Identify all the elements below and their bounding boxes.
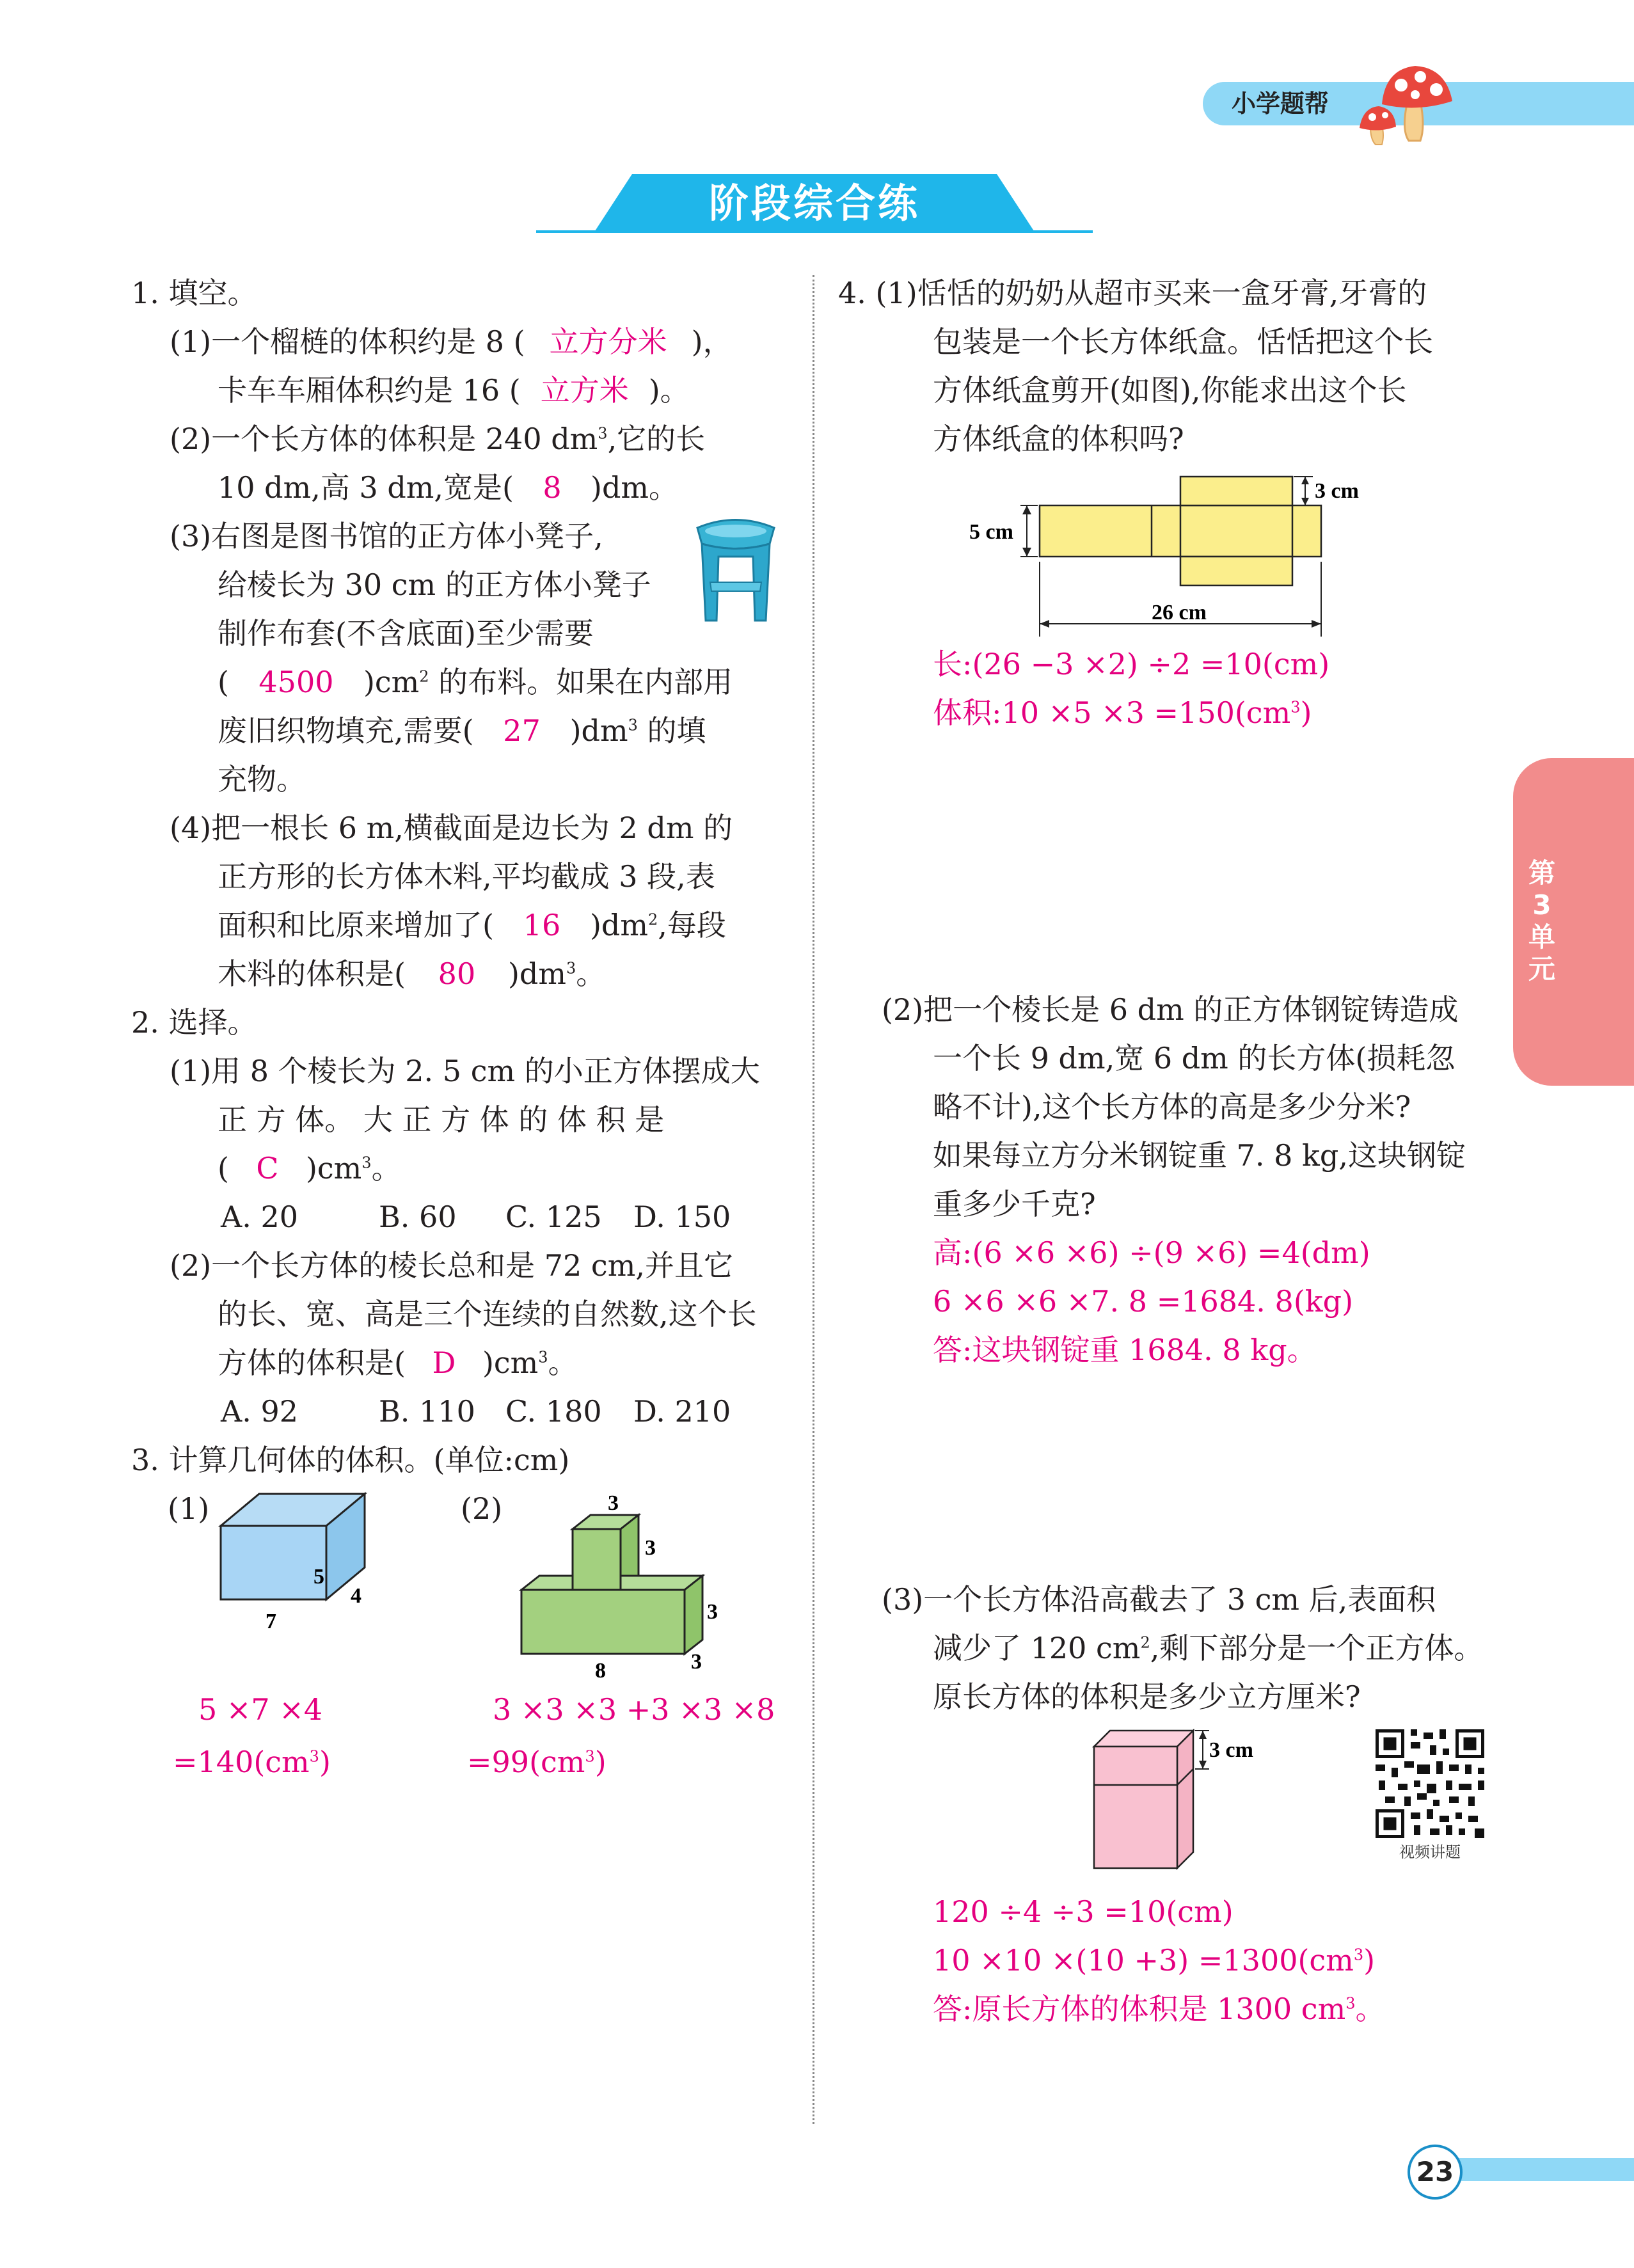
answer-blank: 4500 bbox=[258, 665, 334, 699]
q4-1-line4: 方体纸盒的体积吗? bbox=[933, 422, 1184, 456]
answer-blank: D bbox=[432, 1345, 456, 1380]
q4-2-line3: 略不计),这个长方体的高是多少分米? bbox=[933, 1090, 1411, 1124]
q2-1-line1: (1)用 8 个棱长为 2. 5 cm 的小正方体摆成大 bbox=[170, 1054, 760, 1088]
q2-1-line2: 正 方 体。 大 正 方 体 的 体 积 是 bbox=[218, 1102, 665, 1137]
answer-blank: 80 bbox=[438, 956, 476, 991]
q1-3-line6: 充物。 bbox=[218, 762, 306, 797]
net-length-label: 26 cm bbox=[1152, 601, 1207, 624]
q1-title: 1. 填空。 bbox=[131, 276, 257, 310]
q4-3-answer-line2: $10 \times 10 \times(10 +3) =1300(cm^3)$ bbox=[933, 1943, 1376, 1978]
q2-1-option-b: B. 60 bbox=[379, 1200, 457, 1234]
q2-2-option-b: B. 110 bbox=[379, 1394, 475, 1429]
q2-2-line3: 方体的体积是( D )$cm^3$。 bbox=[218, 1338, 578, 1387]
q1-3-line4: ( 4500 )$cm^2$ 的布料。如果在内部用 bbox=[218, 658, 733, 706]
fig2-top-width-label: 3 bbox=[608, 1491, 619, 1515]
q1-1-line2: 卡车车厢体积约是 16 ( 立方米 )。 bbox=[218, 366, 690, 415]
mushroom-icon bbox=[1356, 56, 1465, 146]
answer-blank: C bbox=[256, 1151, 279, 1186]
q1-2-line1: (2)一个长方体的体积是 240 $dm^3$,它的长 bbox=[170, 422, 706, 456]
q2-2-option-c: C. 180 bbox=[505, 1394, 602, 1429]
q3-2-label: (2) bbox=[461, 1491, 503, 1526]
q4-1-line1: 4. (1)恬恬的奶奶从超市买来一盒牙膏,牙膏的 bbox=[838, 276, 1427, 310]
q4-2-line4: 如果每立方分米钢锭重 7. 8 kg,这块钢锭 bbox=[933, 1138, 1466, 1173]
fig3-height-label: 3 cm bbox=[1209, 1738, 1253, 1762]
q2-2-line2: 的长、宽、高是三个连续的自然数,这个长 bbox=[218, 1297, 757, 1331]
q4-1-answer-line1: 长:(26 −3 ×2) ÷2 =10(cm) bbox=[933, 647, 1330, 681]
q4-1-line3: 方体纸盒剪开(如图),你能求出这个长 bbox=[933, 373, 1407, 408]
q3-2-answer-line2: $=99(cm^3)$ bbox=[467, 1745, 607, 1779]
q4-3-line1: (3)一个长方体沿高截去了 3 cm 后,表面积 bbox=[882, 1582, 1436, 1617]
cuboid-figure-1 bbox=[211, 1484, 390, 1638]
q4-3-answer-line1: 120 ÷4 ÷3 =10(cm) bbox=[933, 1894, 1233, 1929]
qr-code-icon[interactable] bbox=[1372, 1726, 1487, 1841]
q1-3-line2: 给棱长为 30 cm 的正方体小凳子 bbox=[218, 567, 651, 602]
q2-2-option-d: D. 210 bbox=[633, 1394, 731, 1429]
box-net-diagram bbox=[960, 467, 1382, 640]
q4-1-line2: 包装是一个长方体纸盒。恬恬把这个长 bbox=[933, 324, 1433, 359]
q4-2-answer-line3: 答:这块钢锭重 1684. 8 kg。 bbox=[933, 1333, 1317, 1367]
q2-1-option-d: D. 150 bbox=[633, 1200, 731, 1234]
brand-label: 小学题帮 bbox=[1232, 90, 1329, 118]
answer-blank: 8 bbox=[543, 470, 562, 505]
fig1-width-label: 7 bbox=[266, 1610, 276, 1633]
q1-4-line3: 面积和比原来增加了( 16 )$dm^2$,每段 bbox=[218, 901, 726, 949]
q2-1-option-a: A. 20 bbox=[221, 1200, 298, 1234]
q4-2-line1: (2)把一个棱长是 6 dm 的正方体钢锭铸造成 bbox=[882, 992, 1459, 1027]
q2-1-line3: ( C )$cm^3$。 bbox=[218, 1144, 401, 1193]
composite-figure-2 bbox=[512, 1484, 729, 1689]
answer-blank: 16 bbox=[523, 908, 561, 942]
unit-tab-label: 第3单元 bbox=[1528, 857, 1555, 985]
q4-3-answer-line3: 答:原长方体的体积是 1300 $cm^3$。 bbox=[933, 1992, 1385, 2026]
q3-1-answer-line2: $=140(cm^3)$ bbox=[173, 1745, 331, 1779]
fig1-depth-label: 4 bbox=[351, 1584, 361, 1608]
footer-band bbox=[1449, 2158, 1634, 2181]
stool-image bbox=[688, 512, 784, 627]
column-divider bbox=[813, 275, 814, 2124]
answer-blank: 27 bbox=[503, 713, 541, 748]
q1-3-line5: 废旧织物填充,需要( 27 )$dm^3$ 的填 bbox=[218, 706, 706, 755]
q1-4-line1: (4)把一根长 6 m,横截面是边长为 2 dm 的 bbox=[170, 811, 733, 845]
fig2-base-width-label: 8 bbox=[595, 1659, 606, 1683]
q1-4-line2: 正方形的长方体木料,平均截成 3 段,表 bbox=[218, 859, 715, 894]
q4-1-answer-line2: 体积:10 $\times 5 \times 3 =150(cm^3)$ bbox=[933, 695, 1312, 730]
pink-cuboid-figure bbox=[1081, 1721, 1286, 1881]
page-title: 阶段综合练 bbox=[708, 180, 920, 226]
page-number: 23 bbox=[1408, 2145, 1463, 2200]
q1-3-line3: 制作布套(不含底面)至少需要 bbox=[218, 616, 594, 651]
answer-blank: 立方分米 bbox=[549, 324, 667, 359]
q1-3-line1: (3)右图是图书馆的正方体小凳子, bbox=[170, 519, 603, 553]
qr-caption: 视频讲题 bbox=[1399, 1843, 1461, 1861]
q2-1-option-c: C. 125 bbox=[505, 1200, 602, 1234]
fig1-height-label: 5 bbox=[313, 1565, 324, 1589]
q4-2-line5: 重多少千克? bbox=[933, 1187, 1096, 1221]
q4-2-line2: 一个长 9 dm,宽 6 dm 的长方体(损耗忽 bbox=[933, 1041, 1456, 1075]
q3-1-answer-line1: 5 ×7 ×4 bbox=[198, 1692, 323, 1727]
q3-1-label: (1) bbox=[168, 1491, 210, 1526]
q3-title: 3. 计算几何体的体积。(单位:cm) bbox=[131, 1443, 570, 1477]
fig2-top-height-label: 3 bbox=[645, 1536, 656, 1560]
answer-blank: 立方米 bbox=[540, 373, 629, 408]
q3-2-answer-line1: 3 ×3 ×3 +3 ×3 ×8 bbox=[493, 1692, 775, 1727]
q1-1-line1: (1)一个榴梿的体积约是 8 ( 立方分米 )， bbox=[170, 317, 733, 366]
q1-4-line4: 木料的体积是( 80 )$dm^3$。 bbox=[218, 949, 605, 998]
q2-title: 2. 选择。 bbox=[131, 1005, 257, 1040]
net-width-label: 5 cm bbox=[969, 520, 1013, 544]
fig2-base-depth-label: 3 bbox=[691, 1650, 702, 1674]
net-height-label: 3 cm bbox=[1315, 479, 1359, 503]
q4-3-line3: 原长方体的体积是多少立方厘米? bbox=[933, 1679, 1361, 1714]
fig2-base-height-label: 3 bbox=[707, 1600, 718, 1624]
q2-2-line1: (2)一个长方体的棱长总和是 72 cm,并且它 bbox=[170, 1248, 733, 1283]
q4-2-answer-line2: 6 ×6 ×6 ×7. 8 =1684. 8(kg) bbox=[933, 1284, 1354, 1319]
q2-2-option-a: A. 92 bbox=[221, 1394, 298, 1429]
q4-2-answer-line1: 高:(6 ×6 ×6) ÷(9 ×6) =4(dm) bbox=[933, 1235, 1370, 1270]
q4-3-line2: 减少了 120 $cm^2$,剩下部分是一个正方体。 bbox=[933, 1631, 1484, 1665]
q1-2-line2: 10 dm,高 3 dm,宽是( 8 )dm。 bbox=[218, 463, 678, 512]
